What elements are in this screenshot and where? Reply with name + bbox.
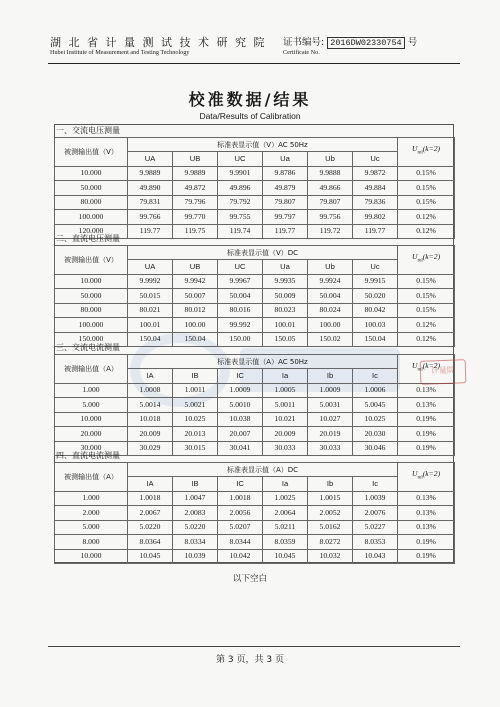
measurement-table	[54, 137, 455, 239]
output-value-cell: 100.000	[55, 210, 128, 225]
uncertainty-cell: 0.15%	[398, 166, 455, 181]
reading-cell: 20.013	[173, 427, 218, 442]
reading-cell: 10.045	[128, 549, 173, 564]
reading-cell: 79.807	[263, 195, 308, 210]
section-title: 四、直流电流测量	[56, 451, 120, 460]
reading-cell: 1.0025	[263, 491, 308, 506]
reading-cell: 20.030	[353, 427, 398, 442]
reading-cell: 9.9889	[128, 166, 173, 181]
column-header: UB	[173, 260, 218, 275]
reading-cell: 5.0220	[128, 520, 173, 535]
reading-cell: 1.0008	[128, 383, 173, 398]
output-value-cell: 1.000	[55, 491, 128, 506]
reading-cell: 8.0344	[218, 535, 263, 550]
reading-cell: 30.033	[263, 441, 308, 456]
table-row	[55, 549, 455, 564]
reading-cell: 49.884	[353, 181, 398, 196]
output-value-cell: 1.000	[55, 383, 128, 398]
reading-cell: 20.009	[263, 427, 308, 442]
measurement-table	[54, 245, 455, 347]
uncertainty-cell: 0.19%	[398, 441, 455, 456]
output-value-cell: 5.000	[55, 398, 128, 413]
column-header: IC	[218, 369, 263, 384]
uncertainty-subscript: rel	[417, 368, 423, 373]
column-header: UC	[218, 260, 263, 275]
reading-cell: 99.797	[263, 210, 308, 225]
institute-name-en: Hubei Institute of Measurement and Testing Technology	[50, 49, 190, 56]
column-header: Ub	[308, 152, 353, 167]
certificate-number: 2016DW02330754	[327, 37, 404, 49]
column-header: Ia	[263, 369, 308, 384]
reading-cell: 1.0009	[218, 383, 263, 398]
uncertainty-subscript: rel	[417, 476, 423, 481]
reading-cell: 1.0039	[353, 491, 398, 506]
column-header: Uc	[353, 260, 398, 275]
reading-cell: 2.0067	[128, 506, 173, 521]
column-header: Ic	[353, 477, 398, 492]
reading-cell: 5.0011	[263, 398, 308, 413]
reading-cell: 2.0083	[173, 506, 218, 521]
reading-cell: 79.792	[218, 195, 263, 210]
blank-below-note: 以下空白	[232, 574, 267, 584]
reading-cell: 5.0220	[173, 520, 218, 535]
uncertainty-cell: 0.12%	[398, 224, 455, 239]
uncertainty-cell: 0.15%	[398, 274, 455, 289]
table-row	[55, 181, 455, 196]
reading-cell: 9.9915	[353, 274, 398, 289]
reading-cell: 2.0076	[353, 506, 398, 521]
reading-cell: 119.77	[263, 224, 308, 239]
reading-cell: 10.018	[128, 412, 173, 427]
uncertainty-cell: 0.15%	[398, 195, 455, 210]
reading-cell: 5.0227	[353, 520, 398, 535]
uncertainty-cell: 0.19%	[398, 535, 455, 550]
reading-cell: 9.9942	[173, 274, 218, 289]
section-title: 一、交流电压测量	[56, 126, 120, 135]
reading-cell: 10.027	[308, 412, 353, 427]
measurement-table	[54, 462, 455, 564]
reading-cell: 10.025	[353, 412, 398, 427]
output-value-header: 被测输出值（V）	[55, 138, 128, 167]
table-row	[55, 412, 455, 427]
reading-cell: 119.74	[218, 224, 263, 239]
column-header: Ib	[308, 369, 353, 384]
reading-cell: 8.0353	[353, 535, 398, 550]
reading-cell: 49.872	[173, 181, 218, 196]
reading-cell: 1.0018	[218, 491, 263, 506]
column-header: Ib	[308, 477, 353, 492]
certificate-number-line	[283, 34, 417, 48]
uncertainty-cell: 0.12%	[398, 318, 455, 333]
reading-cell: 49.896	[218, 181, 263, 196]
table-row	[55, 318, 455, 333]
reading-cell: 79.807	[308, 195, 353, 210]
uncertainty-coverage: (k=2)	[422, 361, 441, 371]
column-header: UA	[128, 260, 173, 275]
reading-cell: 100.01	[128, 318, 173, 333]
reading-cell: 119.72	[308, 224, 353, 239]
section-title: 三、交流电流测量	[56, 343, 120, 352]
reading-cell: 80.023	[263, 303, 308, 318]
reading-cell: 80.042	[353, 303, 398, 318]
reading-cell: 10.021	[263, 412, 308, 427]
table-row	[55, 289, 455, 304]
column-header: Ua	[263, 152, 308, 167]
uncertainty-cell: 0.19%	[398, 549, 455, 564]
uncertainty-cell: 0.12%	[398, 332, 455, 347]
uncertainty-header	[398, 138, 455, 167]
uncertainty-coverage: (k=2)	[422, 469, 441, 479]
uncertainty-symbol: U	[411, 361, 418, 371]
table-header-row	[55, 355, 455, 369]
reading-cell: 99.766	[128, 210, 173, 225]
reading-cell: 8.0359	[263, 535, 308, 550]
output-value-cell: 150.000	[55, 332, 128, 347]
output-value-cell: 10.000	[55, 166, 128, 181]
reading-cell: 9.9889	[173, 166, 218, 181]
reading-cell: 30.046	[353, 441, 398, 456]
reading-cell: 80.012	[173, 303, 218, 318]
reading-cell: 9.9967	[218, 274, 263, 289]
reading-cell: 150.04	[128, 332, 173, 347]
reading-cell: 50.004	[218, 289, 263, 304]
reading-cell: 8.0272	[308, 535, 353, 550]
reading-cell: 20.007	[218, 427, 263, 442]
table-row	[55, 210, 455, 225]
reading-cell: 99.755	[218, 210, 263, 225]
table-row	[55, 195, 455, 210]
reading-cell: 100.01	[263, 318, 308, 333]
uncertainty-symbol: U	[411, 144, 418, 154]
output-value-cell: 80.000	[55, 195, 128, 210]
uncertainty-cell: 0.15%	[398, 181, 455, 196]
reading-cell: 79.831	[128, 195, 173, 210]
reading-cell: 5.0207	[218, 520, 263, 535]
reading-cell: 9.9935	[263, 274, 308, 289]
reading-cell: 5.0021	[173, 398, 218, 413]
header-divider	[48, 63, 460, 64]
reading-cell: 5.0010	[218, 398, 263, 413]
uncertainty-subscript: rel	[417, 259, 423, 264]
table-header-row	[55, 463, 455, 477]
reading-cell: 49.879	[263, 181, 308, 196]
standard-reading-header: 标准表显示值（A）AC 50Hz	[128, 355, 398, 369]
table-row	[55, 535, 455, 550]
reading-cell: 1.0009	[308, 383, 353, 398]
reading-cell: 49.890	[128, 181, 173, 196]
reading-cell: 30.033	[308, 441, 353, 456]
reading-cell: 150.04	[353, 332, 398, 347]
reading-cell: 5.0211	[263, 520, 308, 535]
reading-cell: 5.0162	[308, 520, 353, 535]
reading-cell: 79.796	[173, 195, 218, 210]
reading-cell: 150.00	[218, 332, 263, 347]
table-row	[55, 491, 455, 506]
column-header: Ia	[263, 477, 308, 492]
reading-cell: 1.0011	[173, 383, 218, 398]
reading-cell: 9.9872	[353, 166, 398, 181]
page-title: 校准数据/结果	[188, 90, 312, 109]
reading-cell: 10.043	[353, 549, 398, 564]
reading-cell: 9.9888	[308, 166, 353, 181]
output-value-cell: 120.000	[55, 224, 128, 239]
uncertainty-symbol: U	[412, 469, 418, 479]
output-value-header: 被测输出值（A）	[55, 463, 128, 492]
column-header: IB	[173, 369, 218, 384]
output-value-cell: 10.000	[55, 274, 128, 289]
uncertainty-cell: 0.13%	[398, 491, 455, 506]
output-value-header: 被测输出值（A）	[55, 355, 128, 384]
column-header: UB	[173, 152, 218, 167]
reading-cell: 99.992	[218, 318, 263, 333]
page-header	[50, 34, 460, 64]
table-row	[55, 427, 455, 442]
column-header: IA	[128, 477, 173, 492]
reading-cell: 10.039	[173, 549, 218, 564]
reading-cell: 80.024	[308, 303, 353, 318]
page-subtitle: Data/Results of Calibration	[199, 111, 301, 121]
section-title: 二、直流电压测量	[56, 234, 120, 243]
reading-cell: 150.04	[173, 332, 218, 347]
output-value-cell: 10.000	[55, 412, 128, 427]
uncertainty-cell: 0.13%	[398, 383, 455, 398]
table-row	[55, 520, 455, 535]
reading-cell: 99.770	[173, 210, 218, 225]
reading-cell: 5.0014	[128, 398, 173, 413]
output-value-cell: 30.000	[55, 441, 128, 456]
reading-cell: 100.00	[173, 318, 218, 333]
reading-cell: 119.77	[128, 224, 173, 239]
table-row	[55, 383, 455, 398]
uncertainty-header	[398, 463, 455, 492]
reading-cell: 100.03	[353, 318, 398, 333]
reading-cell: 119.77	[353, 224, 398, 239]
certificate-label-en: Certificate No.	[283, 49, 320, 56]
output-value-cell: 8.000	[55, 535, 128, 550]
uncertainty-coverage: (k=2)	[422, 252, 441, 262]
table-row	[55, 166, 455, 181]
reading-cell: 10.042	[218, 549, 263, 564]
reading-cell: 9.9901	[218, 166, 263, 181]
uncertainty-cell: 0.12%	[398, 210, 455, 225]
reading-cell: 5.0045	[353, 398, 398, 413]
column-header: IB	[173, 477, 218, 492]
measurement-table	[54, 354, 455, 456]
reading-cell: 80.016	[218, 303, 263, 318]
reading-cell: 1.0015	[308, 491, 353, 506]
page-number: 第 3 页，共 3 页	[216, 655, 284, 665]
reading-cell: 8.0334	[173, 535, 218, 550]
table-header-row	[55, 138, 455, 152]
column-header: Ic	[353, 369, 398, 384]
reading-cell: 2.0064	[263, 506, 308, 521]
uncertainty-cell: 0.15%	[398, 289, 455, 304]
certificate-label: 证书编号:	[283, 37, 325, 48]
output-value-cell: 80.000	[55, 303, 128, 318]
seal-stamp: 计量院	[420, 359, 467, 385]
table-row	[55, 303, 455, 318]
reading-cell: 1.0018	[128, 491, 173, 506]
reading-cell: 30.041	[218, 441, 263, 456]
output-value-header: 被测输出值（V）	[55, 246, 128, 275]
output-value-cell: 5.000	[55, 520, 128, 535]
reading-cell: 20.009	[128, 427, 173, 442]
reading-cell: 8.0364	[128, 535, 173, 550]
reading-cell: 9.8786	[263, 166, 308, 181]
uncertainty-subscript: rel	[417, 151, 423, 156]
output-value-cell: 100.000	[55, 318, 128, 333]
column-header: UA	[128, 152, 173, 167]
uncertainty-header	[398, 246, 455, 275]
column-header: Uc	[353, 152, 398, 167]
reading-cell: 1.0047	[173, 491, 218, 506]
reading-cell: 2.0052	[308, 506, 353, 521]
uncertainty-coverage: (k=2)	[422, 144, 441, 154]
reading-cell: 10.032	[308, 549, 353, 564]
column-header: UC	[218, 152, 263, 167]
reading-cell: 9.9992	[128, 274, 173, 289]
reading-cell: 150.02	[308, 332, 353, 347]
uncertainty-symbol: U	[412, 252, 418, 262]
output-value-cell: 20.000	[55, 427, 128, 442]
table-row	[55, 506, 455, 521]
reading-cell: 5.0031	[308, 398, 353, 413]
reading-cell: 50.007	[173, 289, 218, 304]
column-header: IC	[218, 477, 263, 492]
column-header: Ua	[263, 260, 308, 275]
reading-cell: 30.015	[173, 441, 218, 456]
reading-cell: 119.75	[173, 224, 218, 239]
output-value-cell: 50.000	[55, 289, 128, 304]
standard-reading-header: 标准表显示值（V）DC	[128, 246, 398, 260]
reading-cell: 80.021	[128, 303, 173, 318]
uncertainty-cell: 0.13%	[398, 398, 455, 413]
uncertainty-cell: 0.13%	[398, 506, 455, 521]
reading-cell: 9.9924	[308, 274, 353, 289]
reading-cell: 100.00	[308, 318, 353, 333]
table-header-row	[55, 246, 455, 260]
uncertainty-cell: 0.13%	[398, 520, 455, 535]
uncertainty-cell: 0.15%	[398, 303, 455, 318]
footer-divider	[48, 646, 460, 647]
column-header: Ub	[308, 260, 353, 275]
uncertainty-cell: 0.19%	[398, 412, 455, 427]
reading-cell: 99.802	[353, 210, 398, 225]
reading-cell: 50.009	[263, 289, 308, 304]
output-value-cell: 50.000	[55, 181, 128, 196]
reading-cell: 99.756	[308, 210, 353, 225]
standard-reading-header: 标准表显示值（A）DC	[128, 463, 398, 477]
reading-cell: 20.019	[308, 427, 353, 442]
reading-cell: 150.05	[263, 332, 308, 347]
table-row	[55, 398, 455, 413]
output-value-cell: 10.000	[55, 549, 128, 564]
uncertainty-cell: 0.19%	[398, 427, 455, 442]
reading-cell: 50.004	[308, 289, 353, 304]
reading-cell: 50.015	[128, 289, 173, 304]
table-row	[55, 274, 455, 289]
reading-cell: 10.025	[173, 412, 218, 427]
certificate-suffix: 号	[407, 37, 418, 48]
reading-cell: 2.0056	[218, 506, 263, 521]
reading-cell: 79.836	[353, 195, 398, 210]
reading-cell: 49.866	[308, 181, 353, 196]
column-header: IA	[128, 369, 173, 384]
output-value-cell: 2.000	[55, 506, 128, 521]
reading-cell: 30.029	[128, 441, 173, 456]
reading-cell: 10.045	[263, 549, 308, 564]
reading-cell: 1.0005	[263, 383, 308, 398]
standard-reading-header: 标准表显示值（V）AC 50Hz	[128, 138, 398, 152]
reading-cell: 10.038	[218, 412, 263, 427]
reading-cell: 50.020	[353, 289, 398, 304]
reading-cell: 1.0006	[353, 383, 398, 398]
institute-name: 湖 北 省 计 量 测 试 技 术 研 究 院	[50, 36, 267, 49]
